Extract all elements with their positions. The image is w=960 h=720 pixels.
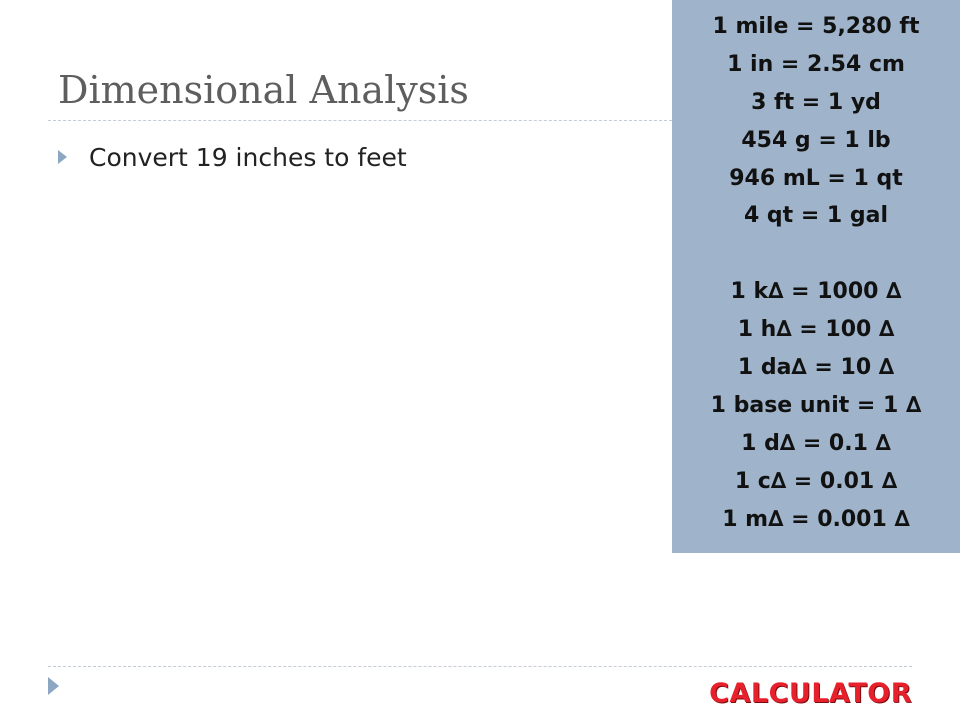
conversion-line: 1 in = 2.54 cm xyxy=(727,51,905,77)
metric-prefix-line: 1 m∆ = 0.001 ∆ xyxy=(722,506,910,532)
footer-triangle-icon xyxy=(48,677,59,695)
bullet-item xyxy=(58,142,407,172)
slide-title: Dimensional Analysis xyxy=(58,68,469,112)
conversion-line: 3 ft = 1 yd xyxy=(751,89,881,115)
conversion-line: 454 g = 1 lb xyxy=(741,127,891,153)
conversion-line: 4 qt = 1 gal xyxy=(743,203,889,229)
calculator-button[interactable]: CALCULATOR xyxy=(709,678,912,709)
metric-prefix-line: 1 da∆ = 10 ∆ xyxy=(737,355,895,381)
metric-prefix-line: 1 c∆ = 0.01 ∆ xyxy=(734,468,898,494)
metric-prefix-line: 1 h∆ = 100 ∆ xyxy=(737,317,895,343)
metric-prefix-line: 1 k∆ = 1000 ∆ xyxy=(730,279,902,305)
footer-divider xyxy=(48,666,912,667)
metric-prefix-line: 1 d∆ = 0.1 ∆ xyxy=(741,430,891,456)
metric-prefix-line: 1 base unit = 1 ∆ xyxy=(710,392,922,418)
bullet-text: Convert 19 inches to feet xyxy=(89,142,407,172)
conversion-line: 946 mL = 1 qt xyxy=(729,165,903,191)
conversion-reference-panel xyxy=(672,0,960,553)
conversion-line: 1 mile = 5,280 ft xyxy=(712,14,920,39)
triangle-bullet-icon xyxy=(58,150,67,164)
title-divider xyxy=(48,120,672,121)
